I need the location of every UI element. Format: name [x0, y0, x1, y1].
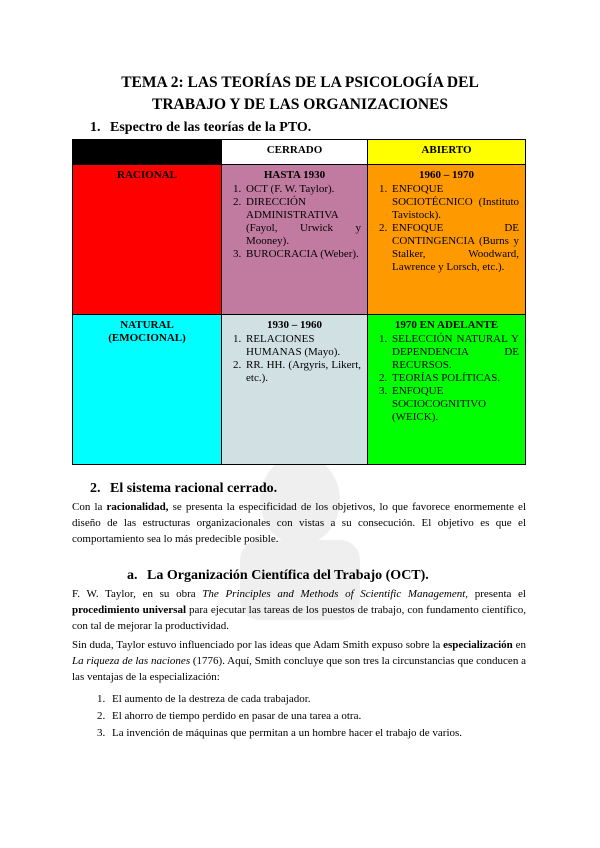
- section-2-number: 2.: [90, 481, 101, 496]
- row-label-subtext: (EMOCIONAL): [108, 332, 186, 344]
- bold-term: especialización: [443, 639, 513, 651]
- table-row-racional: [73, 165, 526, 315]
- text-run: presenta el: [468, 588, 526, 600]
- section-2-title: El sistema racional cerrado.: [110, 481, 278, 496]
- cell-list: [374, 183, 519, 274]
- section-2-heading: [90, 481, 277, 497]
- header-abierto: ABIERTO: [368, 140, 526, 165]
- cell-period: HASTA 1930: [263, 169, 326, 181]
- book-title: The Principles and Methods of Scientific Management,: [202, 588, 469, 600]
- list-item: 2. El ahorro de tiempo perdido en pasar de una tarea a otra.: [108, 708, 562, 725]
- text-run: en: [512, 639, 526, 651]
- section-a-heading: [127, 568, 429, 584]
- row-label-text: RACIONAL: [117, 169, 177, 181]
- list-item: 1. RELACIONES HUMANAS (Mayo).: [244, 333, 361, 359]
- list-item: 2. DIRECCIÓN ADMINISTRATIVA (Fayol, Urwick y Mooney).: [244, 196, 361, 248]
- list-item: 3. BUROCRACIA (Weber).: [244, 248, 361, 261]
- title-line-2: TRABAJO Y DE LAS ORGANIZACIONES: [152, 96, 448, 113]
- paragraph-taylor: [72, 586, 526, 634]
- section-a-title: La Organización Científica del Trabajo (OCT).: [147, 568, 429, 583]
- text-run: Sin duda, Taylor estuvo influenciado por las ideas que Adam Smith expuso sobre la: [72, 639, 444, 651]
- book-title: La riqueza de las naciones: [72, 655, 191, 667]
- cell-period: 1970 EN ADELANTE: [394, 319, 499, 331]
- cell-period: 1930 – 1960: [267, 319, 322, 331]
- text-run: Con la: [72, 501, 107, 513]
- text-run: (1776). Aquí, Smith concluye que son tres la circunstancias que conducen a las ventajas de la especialización:: [72, 655, 526, 683]
- bold-term: procedimiento universal: [72, 604, 186, 616]
- list-item: 2. ENFOQUE DE CONTINGENCIA (Burns y Stalker, Woodward, Lawrence y Lorsch, etc.).: [390, 222, 519, 274]
- text-run: F. W. Taylor, en su obra: [72, 588, 203, 600]
- table-header-row: [73, 140, 526, 165]
- section-1-number: 1.: [90, 120, 101, 135]
- cell-racional-cerrado: [222, 165, 368, 315]
- cell-natural-abierto: [368, 315, 526, 465]
- list-item: 2. RR. HH. (Argyris, Likert, etc.).: [244, 359, 361, 385]
- pto-spectrum-table: [72, 139, 526, 465]
- cell-period: 1960 – 1970: [419, 169, 474, 181]
- title-line-1: TEMA 2: LAS TEORÍAS DE LA PSICOLOGÍA DEL: [121, 74, 479, 91]
- list-item: 1. ENFOQUE SOCIOTÉCNICO (Instituto Tavistock).: [390, 183, 519, 222]
- table-row-natural: [73, 315, 526, 465]
- list-item: 3. La invención de máquinas que permitan a un hombre hacer el trabajo de varios.: [108, 725, 562, 742]
- cell-list: [228, 333, 361, 385]
- list-item: 2. TEORÍAS POLÍTICAS.: [390, 372, 519, 385]
- cell-list: [228, 183, 361, 261]
- list-item: 1. El aumento de la destreza de cada trabajador.: [108, 691, 562, 708]
- row-label-natural: [73, 315, 222, 465]
- section-1-heading: [90, 120, 311, 136]
- list-item: 1. SELECCIÓN NATURAL Y DEPENDENCIA DE RECURSOS.: [390, 333, 519, 372]
- text-run: se presenta la especificidad de los objetivos, lo que favorece enormemente el diseño de las estructuras organizacionales con vistas a su consecución. El objetivo es que el comportamiento sea lo más predecible posible.: [72, 501, 526, 545]
- header-cerrado: CERRADO: [222, 140, 368, 165]
- document-title: [40, 72, 560, 116]
- paragraph-racionalidad: [72, 499, 526, 547]
- cell-natural-cerrado: [222, 315, 368, 465]
- section-1-title: Espectro de las teorías de la PTO.: [110, 120, 312, 135]
- row-label-text: NATURAL: [120, 319, 174, 331]
- cell-racional-abierto: [368, 165, 526, 315]
- list-item: 1. OCT (F. W. Taylor).: [244, 183, 361, 196]
- row-label-racional: [73, 165, 222, 315]
- text-run: para ejecutar las tareas de los puestos de trabajo, con fundamento científico, con tal de mejorar la productividad.: [72, 604, 526, 632]
- specialization-advantages-list: [72, 691, 562, 742]
- section-a-letter: a.: [127, 568, 138, 583]
- list-item: 3. ENFOQUE SOCIOCOGNITIVO (WEICK).: [390, 385, 519, 424]
- cell-list: [374, 333, 519, 424]
- bold-term: racionalidad,: [106, 501, 169, 513]
- paragraph-smith: [72, 637, 526, 685]
- table-corner-cell: [73, 140, 222, 165]
